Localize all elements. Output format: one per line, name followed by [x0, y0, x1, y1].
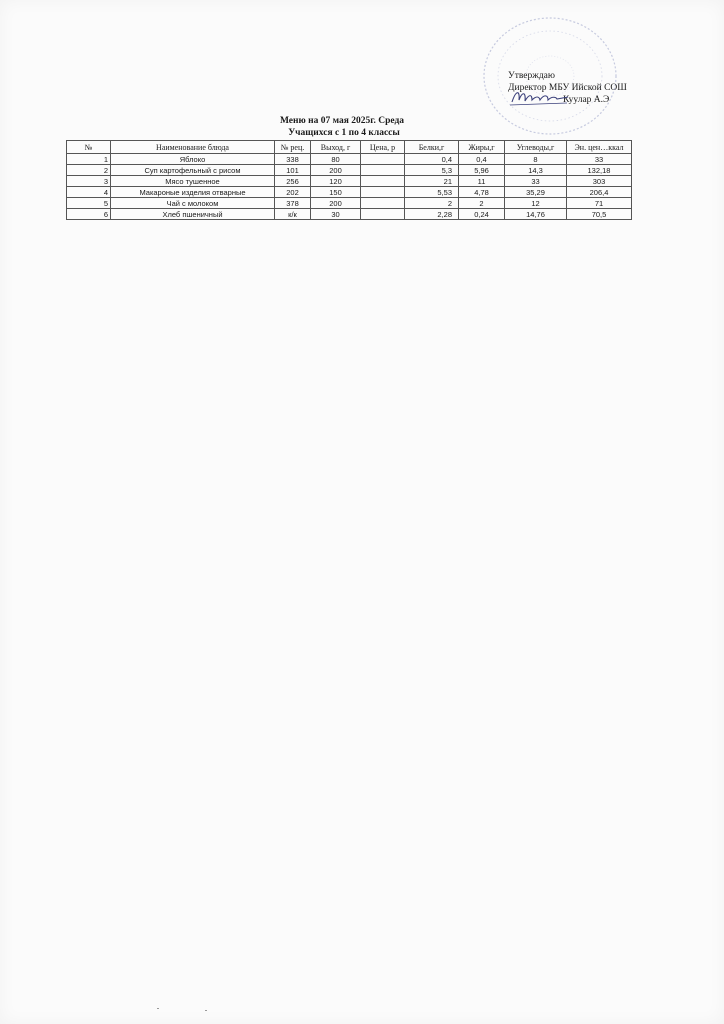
table-cell: 3	[67, 176, 111, 187]
approval-block	[508, 70, 627, 106]
table-cell: 71	[567, 198, 632, 209]
table-cell: 2	[459, 198, 505, 209]
table-cell: Мясо тушенное	[111, 176, 275, 187]
table-cell: 0,4	[459, 154, 505, 165]
approval-signature-line	[508, 94, 627, 106]
table-cell: 256	[275, 176, 311, 187]
column-header: Цена, р	[361, 141, 405, 154]
table-cell	[361, 154, 405, 165]
table-cell: 206,4	[567, 187, 632, 198]
column-header: Наименование блюда	[111, 141, 275, 154]
table-cell	[361, 209, 405, 220]
table-cell: 2	[405, 198, 459, 209]
table-cell: 2	[67, 165, 111, 176]
table-cell: 70,5	[567, 209, 632, 220]
table-cell: 12	[505, 198, 567, 209]
table-cell: 378	[275, 198, 311, 209]
table-cell: 33	[567, 154, 632, 165]
column-header: № рец.	[275, 141, 311, 154]
table-cell: 132,18	[567, 165, 632, 176]
table-cell: 200	[311, 165, 361, 176]
table-cell: Чай с молоком	[111, 198, 275, 209]
table-cell: Яблоко	[111, 154, 275, 165]
table-row	[67, 198, 632, 209]
table-cell: 11	[459, 176, 505, 187]
approval-name: Куулар А.Э	[563, 95, 610, 105]
table-cell	[361, 187, 405, 198]
table-cell	[361, 176, 405, 187]
table-cell: 14,3	[505, 165, 567, 176]
table-cell: 4	[67, 187, 111, 198]
table-cell: 303	[567, 176, 632, 187]
table-cell: 33	[505, 176, 567, 187]
table-row	[67, 165, 632, 176]
column-header: Эн. цен…ккал	[567, 141, 632, 154]
table-cell: к/к	[275, 209, 311, 220]
table-cell: 5,53	[405, 187, 459, 198]
menu-subtitle: Учащихся с 1 по 4 классы	[288, 128, 400, 138]
table-cell: 338	[275, 154, 311, 165]
table-cell: 202	[275, 187, 311, 198]
approval-label: Утверждаю	[508, 71, 555, 81]
table-cell: Макароные изделия отварные	[111, 187, 275, 198]
menu-title: Меню на 07 мая 2025г. Среда	[279, 116, 405, 126]
table-cell: 21	[405, 176, 459, 187]
table-cell: 0,4	[405, 154, 459, 165]
table-cell: 5,96	[459, 165, 505, 176]
table-cell: 2,28	[405, 209, 459, 220]
table-header-row	[67, 141, 632, 154]
table-cell: 5	[67, 198, 111, 209]
column-header: Углеводы,г	[505, 141, 567, 154]
menu-table	[66, 140, 632, 220]
table-cell: 35,29	[505, 187, 567, 198]
column-header: Белки,г	[405, 141, 459, 154]
table-cell	[361, 165, 405, 176]
table-cell	[361, 198, 405, 209]
table-cell: 120	[311, 176, 361, 187]
table-cell: 101	[275, 165, 311, 176]
table-cell: 0,24	[459, 209, 505, 220]
table-row	[67, 176, 632, 187]
table-cell: 80	[311, 154, 361, 165]
scan-artifact	[157, 1008, 159, 1009]
table-cell: 14,76	[505, 209, 567, 220]
table-cell: Суп картофельный с рисом	[111, 165, 275, 176]
column-header: Жиры,г	[459, 141, 505, 154]
table-row	[67, 154, 632, 165]
approval-position: Директор МБУ Ийской СОШ	[508, 83, 627, 93]
table-cell: 5,3	[405, 165, 459, 176]
table-cell: 30	[311, 209, 361, 220]
table-cell: 200	[311, 198, 361, 209]
table-row	[67, 209, 632, 220]
table-cell: 150	[311, 187, 361, 198]
table-cell: Хлеб пшеничный	[111, 209, 275, 220]
column-header: Выход, г	[311, 141, 361, 154]
column-header: №	[67, 141, 111, 154]
scan-artifact	[205, 1010, 207, 1011]
table-cell: 4,78	[459, 187, 505, 198]
handwritten-signature	[510, 88, 570, 108]
table-row	[67, 187, 632, 198]
table-cell: 6	[67, 209, 111, 220]
table-cell: 8	[505, 154, 567, 165]
table-cell: 1	[67, 154, 111, 165]
